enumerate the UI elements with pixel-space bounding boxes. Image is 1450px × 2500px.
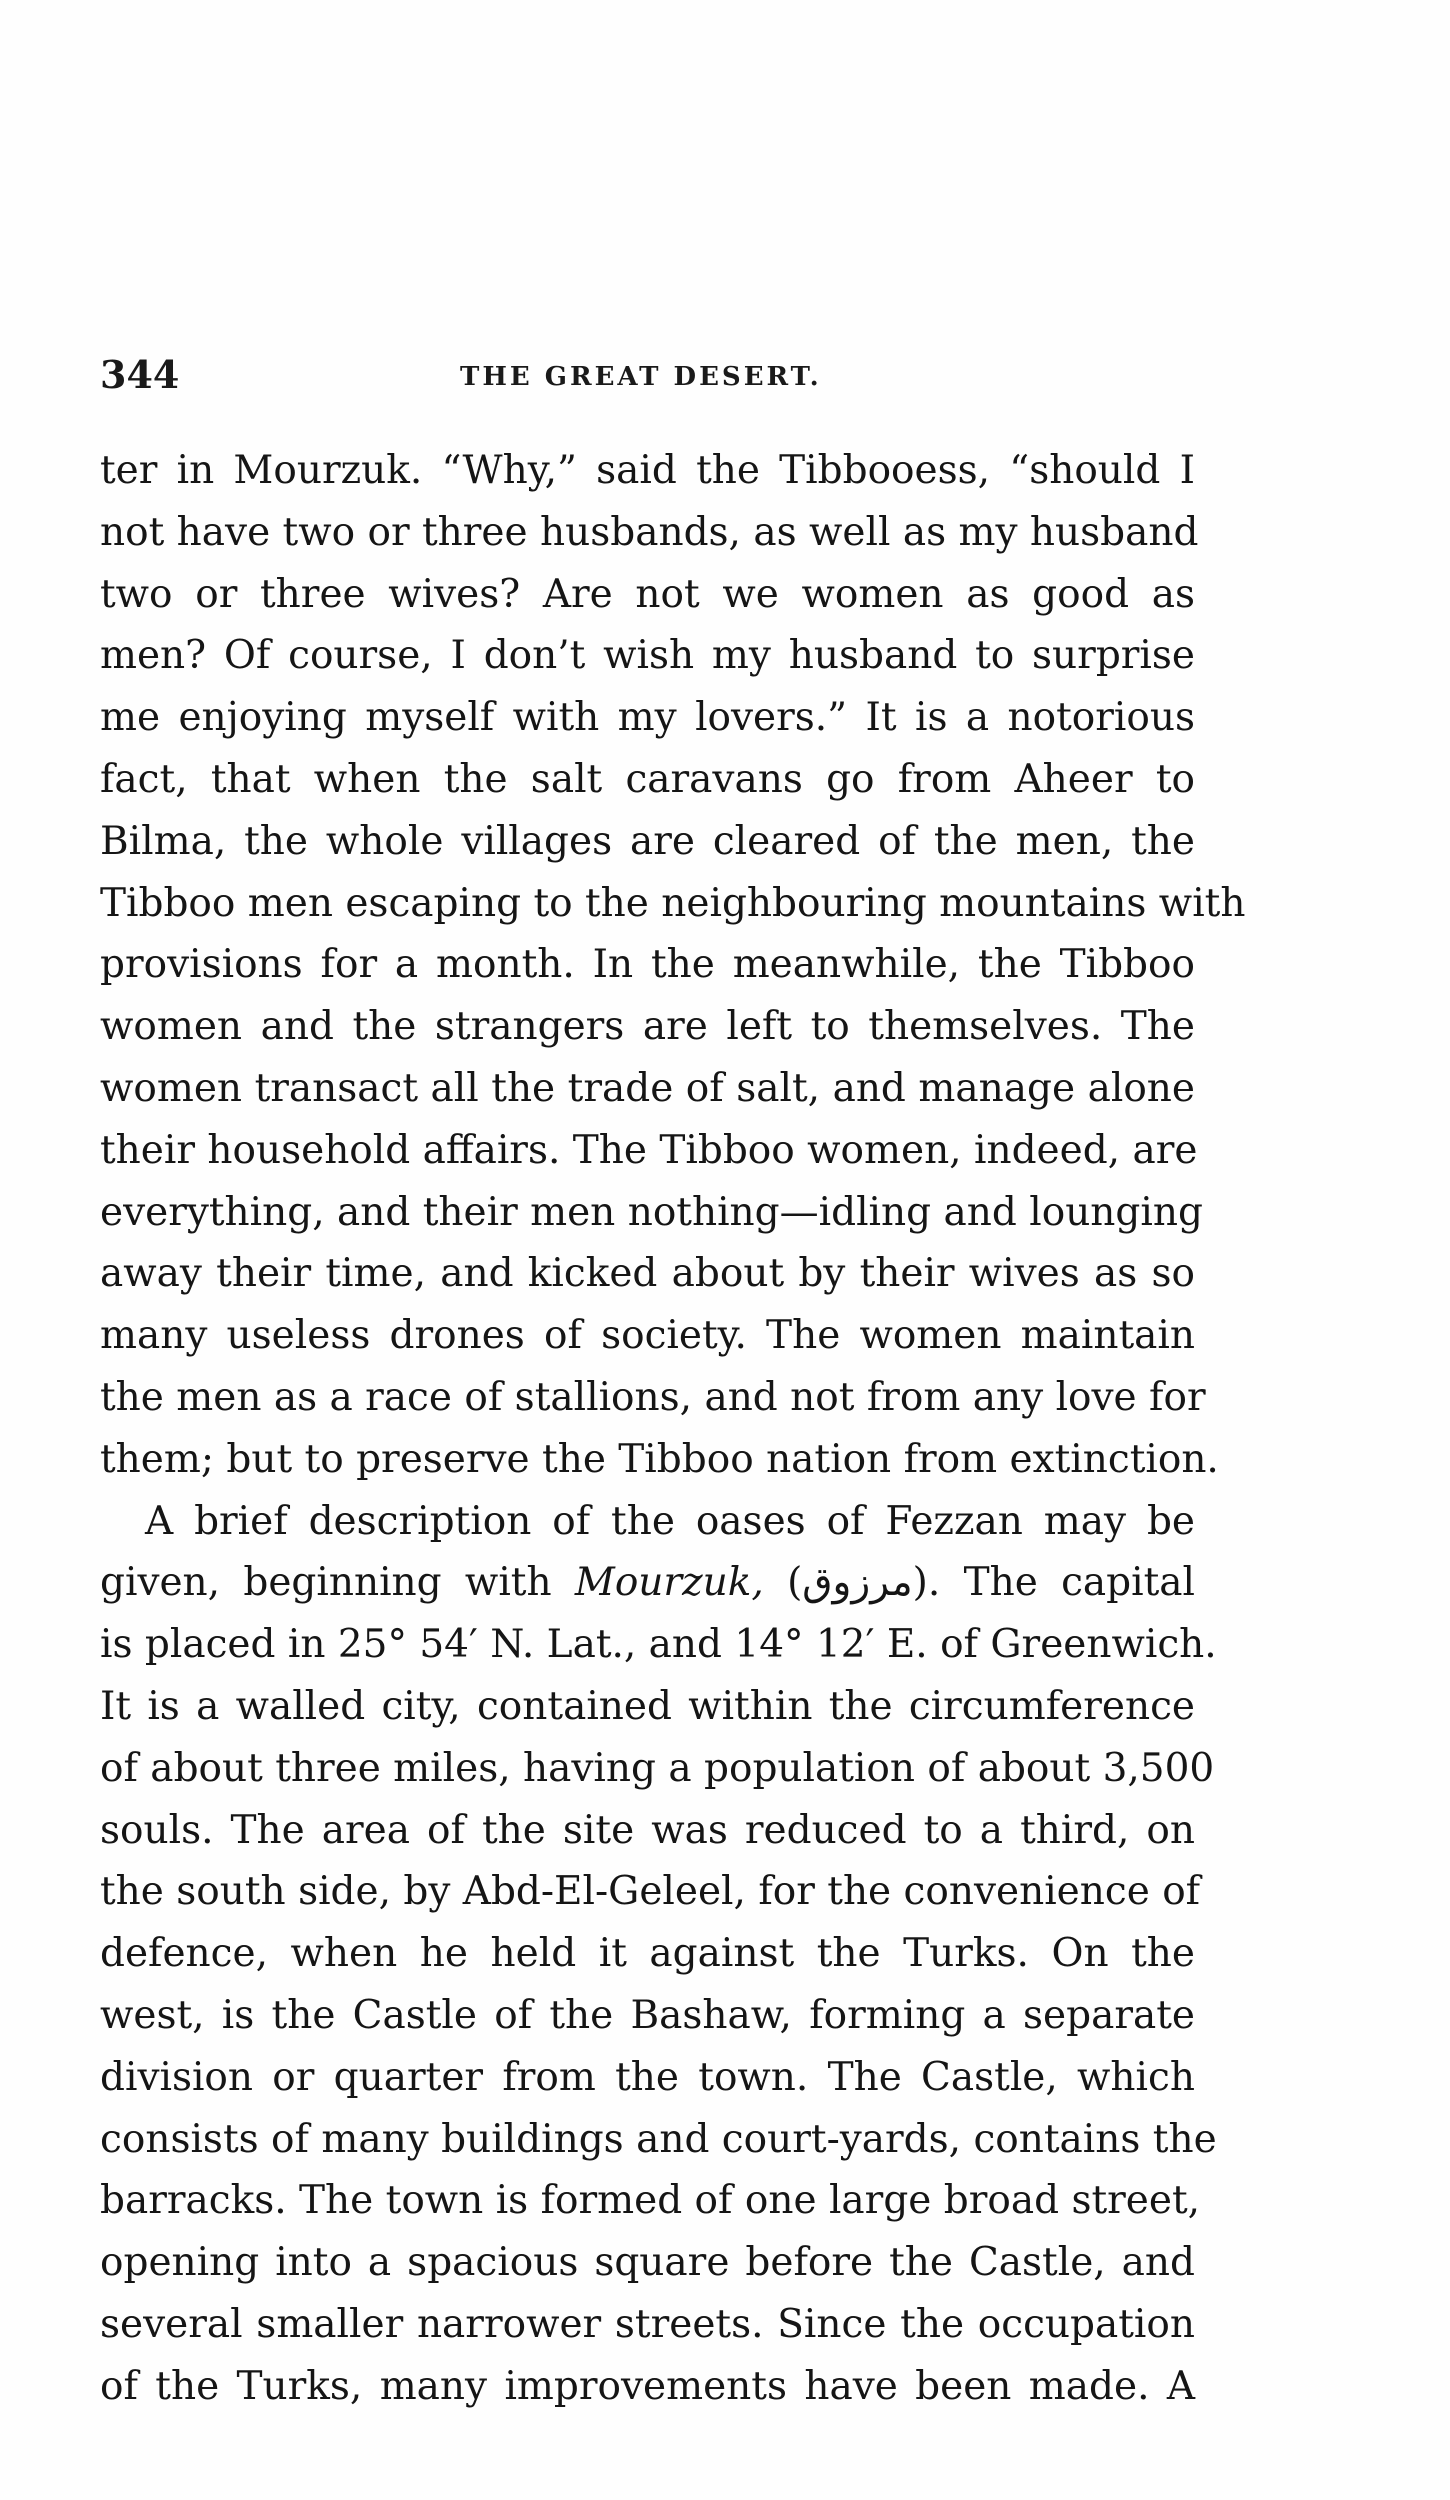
text-line: west, is the Castle of the Bashaw, forming a separate (100, 1992, 1195, 2038)
text-line: the south side, by Abd-El-Geleel, for the convenience of (100, 1869, 1201, 1915)
text-line: consists of many buildings and court-yards, contains the (100, 2116, 1217, 2162)
text-line: many useless drones of society. The women maintain (100, 1313, 1195, 1359)
page-number: 344 (100, 352, 180, 397)
text-line: women transact all the trade of salt, and manage alone (100, 1065, 1195, 1111)
text-line: Tibboo men escaping to the neighbouring mountains with (100, 880, 1246, 926)
text-line: women and the strangers are left to themselves. The (100, 1004, 1195, 1050)
body-text (100, 440, 1246, 2418)
text-line-with-arabic (100, 1552, 1195, 1614)
text-line: Bilma, the whole villages are cleared of the men, the (100, 818, 1195, 864)
italic-place-name: Mourzuk, (574, 1560, 764, 1606)
text-line: ter in Mourzuk. “Why,” said the Tibbooess, “should I (100, 448, 1195, 493)
text-line: away their time, and kicked about by their wives as so (100, 1251, 1195, 1297)
text-line: defence, when he held it against the Turks. On the (100, 1931, 1195, 1977)
text-line: of the Turks, many improvements have been made. A (100, 2363, 1195, 2409)
text-line: barracks. The town is formed of one large broad street, (100, 2178, 1201, 2224)
text-line: provisions for a month. In the meanwhile, the Tibboo (100, 942, 1195, 988)
text-line: of about three miles, having a population of about 3,500 (100, 1745, 1215, 1791)
text-line: fact, that when the salt caravans go from Aheer to (100, 756, 1195, 802)
text-segment: given, beginning with (100, 1560, 575, 1606)
paragraph-start-line: A brief description of the oases of Fezzan may be (145, 1498, 1195, 1544)
running-head (100, 352, 1210, 412)
text-line: the men as a race of stallions, and not from any love for (100, 1374, 1206, 1420)
text-line: is placed in 25° 54′ N. Lat., and 14° 12′ E. of Greenwich. (100, 1622, 1217, 1668)
text-line: opening into a spacious square before the Castle, and (100, 2240, 1195, 2286)
text-segment: The capital (940, 1560, 1196, 1606)
text-line: several smaller narrower streets. Since the occupation (100, 2301, 1195, 2347)
text-line: souls. The area of the site was reduced to a third, on (100, 1807, 1195, 1853)
text-line: everything, and their men nothing—idling and lounging (100, 1189, 1203, 1235)
text-line: It is a walled city, contained within the circumference (100, 1683, 1195, 1729)
text-line: their household affairs. The Tibboo women, indeed, are (100, 1127, 1198, 1173)
text-line: me enjoying myself with my lovers.” It is a notorious (100, 695, 1195, 741)
text-line: two or three wives? Are not we women as good as (100, 571, 1195, 617)
text-line: men? Of course, I don’t wish my husband to surprise (100, 633, 1195, 679)
text-line: not have two or three husbands, as well as my husband (100, 509, 1199, 555)
running-title: THE GREAT DESERT. (460, 362, 822, 392)
arabic-place-name: (مرزوق). (787, 1560, 941, 1606)
text-line: them; but to preserve the Tibboo nation from extinction. (100, 1436, 1219, 1482)
text-line: division or quarter from the town. The Castle, which (100, 2054, 1195, 2100)
